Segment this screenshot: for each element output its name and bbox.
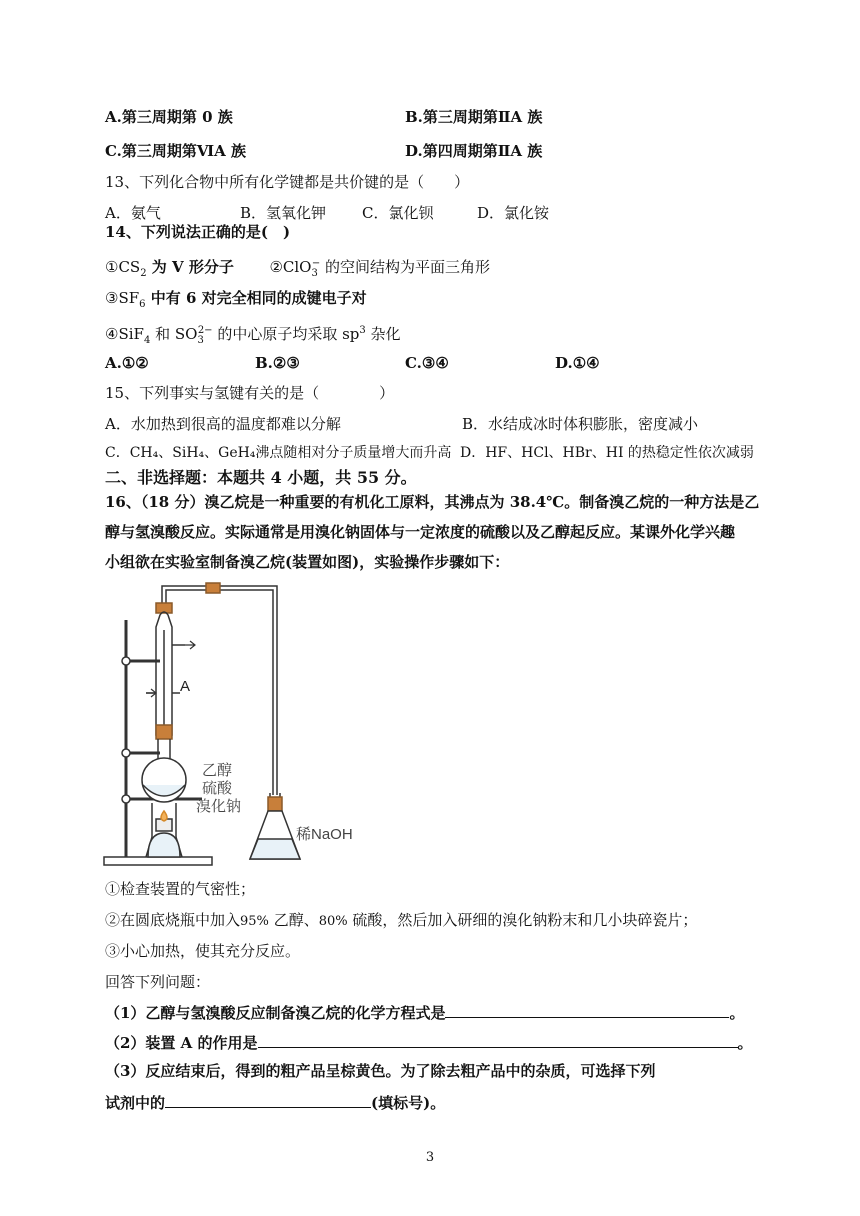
q15-option-c: C．CH₄、SiH₄、GeH₄沸点随相对分子质量增大而升高 xyxy=(105,445,452,461)
answer-blank-3[interactable] xyxy=(165,1091,371,1108)
q12-option-d: D.第四周期第ⅡA 族 xyxy=(405,142,543,160)
q14-option-a: A.①② xyxy=(105,354,149,372)
q16-paragraph-line1: 16、（18 分）溴乙烷是一种重要的有机化工原料，其沸点为 38.4℃。制备溴乙烷的一种方法是乙 xyxy=(105,493,760,511)
answer-intro: 回答下列问题： xyxy=(105,973,211,991)
page-number: 3 xyxy=(425,1150,435,1165)
answer-blank-1[interactable] xyxy=(445,1001,729,1018)
q12-option-b: B.第三周期第ⅡA 族 xyxy=(405,108,543,126)
clamp-knob-1 xyxy=(122,657,130,665)
q12-option-a: A.第三周期第 0 族 xyxy=(105,108,233,126)
step-3: ③小心加热，使其充分反应。 xyxy=(105,942,301,960)
q15-option-d: D．HF、HCl、HBr、HI 的热稳定性依次减弱 xyxy=(460,445,754,461)
q14-statement-4: ④SiF$_4$ 和 $SO_3^{2-}$ 的中心原子均采取 $sp^3$ 杂化 xyxy=(105,325,401,346)
q14-option-c: C.③④ xyxy=(405,354,449,372)
answer-blank-2[interactable] xyxy=(258,1031,738,1048)
subquestion-3-line2: 试剂中的 (填标号)。 xyxy=(105,1091,445,1113)
step-1: ①检查装置的气密性； xyxy=(105,880,256,898)
stand-base xyxy=(104,857,212,865)
subquestion-3-line1: （3）反应结束后，得到的粗产品呈棕黄色。为了除去粗产品中的杂质，可选择下列 xyxy=(105,1062,656,1080)
q14-option-b: B.②③ xyxy=(255,354,300,372)
clamp-knob-2 xyxy=(122,749,130,757)
label-a: A xyxy=(180,678,191,695)
alcohol-lamp xyxy=(148,833,180,857)
clamp-knob-3 xyxy=(122,795,130,803)
q14-statement-3: $③SF_6$ 中有 6 对完全相同的成键电子对 xyxy=(105,289,367,310)
q15-option-b: B．水结成冰时体积膨胀，密度减小 xyxy=(462,415,699,433)
apparatus-diagram xyxy=(100,575,430,875)
q13-stem: 13、下列化合物中所有化学键都是共价键的是（ ） xyxy=(105,173,470,191)
q14-statement-1: $①CS_2$ 为 V 形分子 ②ClO$_3$− 的空间结构为平面三角形 xyxy=(105,258,491,279)
q15-stem: 15、下列事实与氢键有关的是（ ） xyxy=(105,384,395,402)
label-naoh: 稀NaOH xyxy=(296,826,353,843)
label-ethanol: 乙醇 xyxy=(202,762,233,779)
label-nabr: 溴化钠 xyxy=(196,798,242,815)
label-sulfuric-acid: 硫酸 xyxy=(202,780,233,797)
q14-stem: 14、下列说法正确的是( ) xyxy=(105,223,291,241)
q12-option-c: C.第三周期第ⅥA 族 xyxy=(105,142,247,160)
subquestion-1: （1）乙醇与氢溴酸反应制备溴乙烷的化学方程式是 。 xyxy=(105,1001,744,1023)
tube-joint xyxy=(206,583,220,593)
q13-option-d: D．氯化铵 xyxy=(477,204,550,222)
q13-option-c: C．氯化钡 xyxy=(362,204,434,222)
flame xyxy=(161,811,167,821)
q13-option-b: B．氢氧化钾 xyxy=(240,204,327,222)
section-heading: 二、非选择题：本题共 4 小题，共 55 分。 xyxy=(105,468,417,487)
step-2: ②在圆底烧瓶中加入95% 乙醇、80% 硫酸，然后加入研细的溴化钠粉末和几小块碎瓷片； xyxy=(105,911,698,929)
q14-option-d: D.①④ xyxy=(555,354,600,372)
q13-option-a: A．氨气 xyxy=(105,204,161,222)
q16-paragraph-line3: 小组欲在实验室制备溴乙烷(装置如图)，实验操作步骤如下： xyxy=(105,553,510,571)
q15-option-a: A．水加热到很高的温度都难以分解 xyxy=(105,415,341,433)
apparatus-figure xyxy=(100,575,430,875)
q16-paragraph-line2: 醇与氢溴酸反应。实际通常是用溴化钠固体与一定浓度的硫酸以及乙醇起反应。某课外化学兴趣 xyxy=(105,523,736,541)
subquestion-2: （2）装置 A 的作用是 。 xyxy=(105,1031,753,1053)
